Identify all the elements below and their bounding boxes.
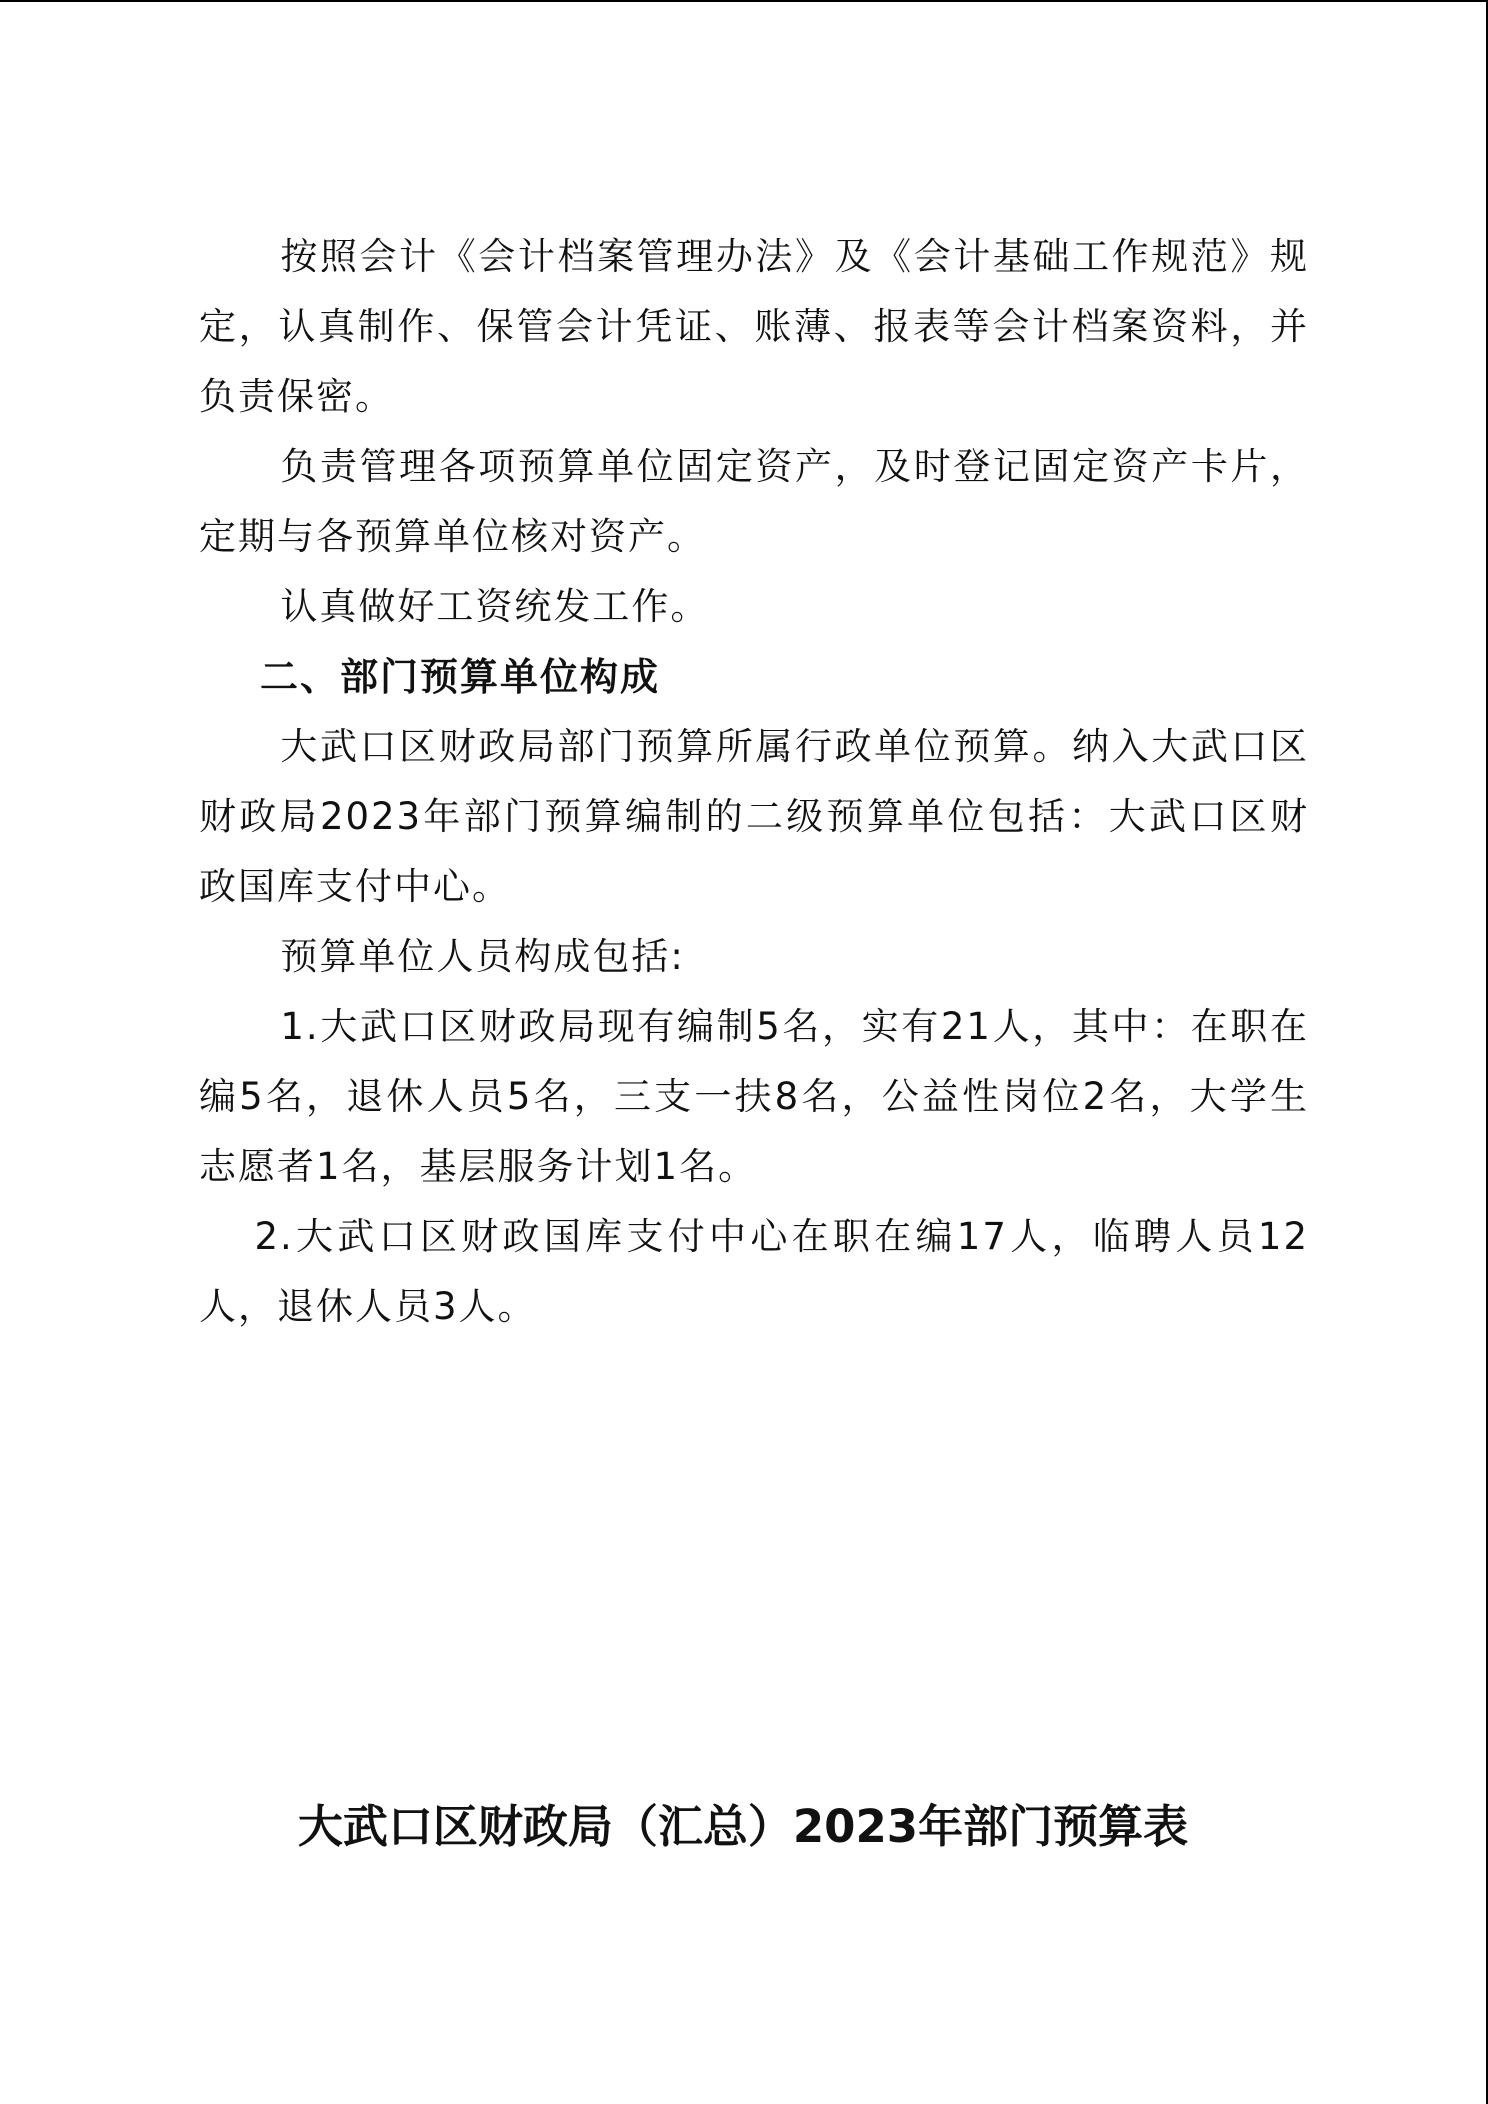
paragraph-fixed-assets: 负责管理各项预算单位固定资产，及时登记固定资产卡片，定期与各预算单位核对资产。 <box>199 445 1309 558</box>
paragraph-salary: 认真做好工资统发工作。 <box>280 585 710 628</box>
budget-table-title: 大武口区财政局（汇总）2023年部门预算表 <box>297 1800 1189 1853</box>
list-item-staff-finance-bureau: 1.大武口区财政局现有编制5名，实有21人，其中：在职在编5名，退休人员5名，三支一扶8名，公益性岗位2名，大学生志愿者1名，基层服务计划1名。 <box>199 1005 1309 1188</box>
paragraph-staff-intro: 预算单位人员构成包括: <box>280 935 685 978</box>
paragraph-archive-management: 按照会计《会计档案管理办法》及《会计基础工作规范》规定，认真制作、保管会计凭证、账薄、报表等会计档案资料，并负责保密。 <box>199 235 1309 418</box>
list-item-staff-treasury-center: 2.大武口区财政国库支付中心在职在编17人，临聘人员12人，退休人员3人。 <box>199 1215 1309 1328</box>
section-heading: 二、部门预算单位构成 <box>260 655 661 699</box>
paragraph-budget-units: 大武口区财政局部门预算所属行政单位预算。纳入大武口区财政局2023年部门预算编制的二级预算单位包括：大武口区财政国库支付中心。 <box>199 725 1309 908</box>
